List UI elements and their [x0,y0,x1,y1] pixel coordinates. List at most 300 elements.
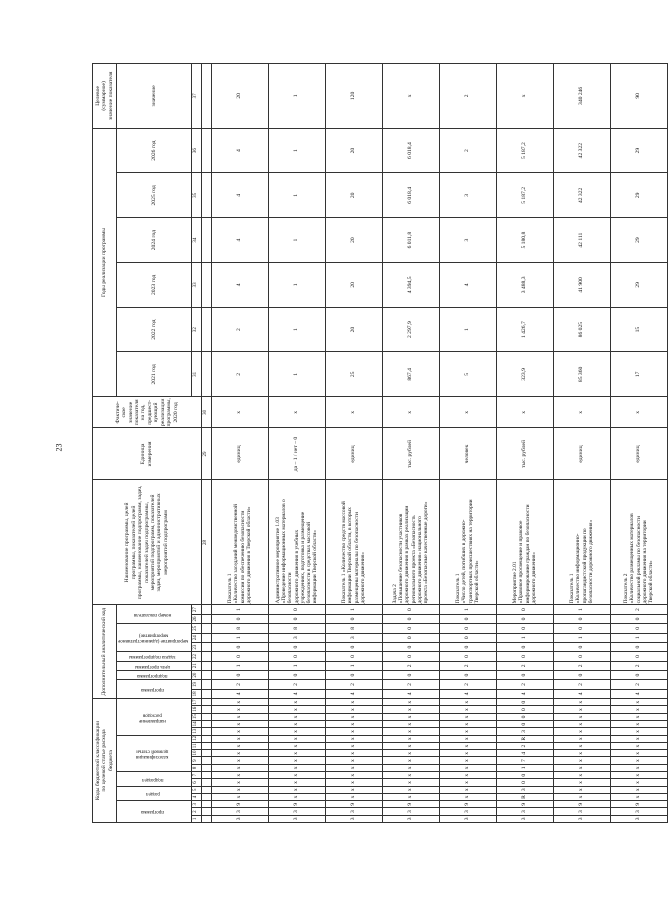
blank-cell [201,352,211,397]
year-value-cell: 29 [610,218,667,263]
blank-cell [201,263,211,308]
fact-cell: х [268,397,325,428]
year-value-cell: 323,9 [496,352,553,397]
year-value-cell: 15 [610,307,667,352]
code-digit-cell: 0 [610,624,667,633]
column-number: 3 [191,801,201,808]
column-number: 37 [191,64,201,129]
code-digit-cell: 0 [553,670,610,679]
code-digit-cell: х [325,764,382,771]
total-value-cell: х [496,64,553,129]
code-digit-cell: 2 [439,680,496,689]
code-digit-cell: 1 [325,661,382,670]
year-value-cell: 2 [211,307,268,352]
code-digit-cell: 0 [439,670,496,679]
column-number: 23 [191,642,201,651]
code-digit-cell: х [439,764,496,771]
unit-column-header: Единица измерения [93,428,202,480]
year-value-cell: 20 [325,307,382,352]
year-value-cell: 4 [439,263,496,308]
code-digit-cell: х [610,713,667,720]
year-value-cell: 41 900 [553,263,610,308]
year-value-cell: 1 [268,128,325,173]
code-digit-cell: 0 [268,614,325,623]
code-digit-cell: 4 [325,689,382,698]
code-digit-cell: 0 [211,614,268,623]
code-digit-cell: х [553,786,610,793]
code-digit-cell: 8 [325,624,382,633]
row-name-cell: Показатель 1 «Количество заседаний межведомственной комиссии по обеспечению безопасности дорожного движения в Тверской области» [211,480,268,605]
fact-cell: х [325,397,382,428]
code-digit-cell: х [610,728,667,735]
code-digit-cell: х [439,721,496,728]
code-digit-cell: 0 [610,652,667,661]
code-digit-cell: 0 [382,642,439,651]
column-number: 24 [191,633,201,642]
code-digit-cell: 3 [553,815,610,822]
code-digit-cell: х [325,742,382,749]
code-digit-cell: х [268,793,325,800]
blank-cell [201,808,211,815]
column-number: 8 [191,764,201,771]
year-value-cell: 1 [268,173,325,218]
column-number: 21 [191,661,201,670]
code-digit-cell: 0 [610,614,667,623]
code-digit-cell: 1 [268,661,325,670]
code-digit-cell: 0 [496,652,553,661]
blank-cell [201,713,211,720]
column-number: 30 [201,397,211,428]
code-digit-cell: 9 [553,801,610,808]
year-value-cell: 4 [211,263,268,308]
code-digit-cell: х [439,713,496,720]
blank-cell [201,670,211,679]
code-digit-cell: х [382,713,439,720]
column-number: 27 [191,605,201,614]
code-digit-cell: х [325,793,382,800]
fact-cell: х [382,397,439,428]
code-digit-cell: 0 [496,670,553,679]
year-header: 2021 год [117,352,192,397]
code-digit-cell: 3 [268,808,325,815]
code-digit-cell: 4 [610,689,667,698]
blank-cell [201,614,211,623]
code-digit-cell: х [211,793,268,800]
column-number: 35 [191,173,201,218]
fact-cell: х [496,397,553,428]
code-digit-cell: х [610,786,667,793]
year-value-cell: 20 [325,218,382,263]
code-digit-cell: 1 [496,633,553,642]
code-digit-cell: х [382,793,439,800]
code-digit-cell: х [382,699,439,706]
code-digit-cell: 0 [211,652,268,661]
column-number: 11 [191,742,201,749]
year-value-cell: 17 [610,352,667,397]
code-digit-cell: 0 [382,670,439,679]
code-digit-cell: х [610,735,667,742]
column-number: 1 [191,815,201,822]
year-value-cell: 4 [211,173,268,218]
blank-cell [201,642,211,651]
additional-code-header: Дополнительный аналитический код [93,605,117,699]
year-value-cell: 2 [211,352,268,397]
blank-cell [201,128,211,173]
code-digit-cell: х [553,757,610,764]
code-digit-cell: 0 [439,624,496,633]
year-value-cell: 5 [439,352,496,397]
code-digit-cell: х [382,706,439,713]
code-digit-cell: 0 [211,670,268,679]
code-digit-cell: х [325,728,382,735]
code-digit-cell: 2 [439,661,496,670]
year-value-cell: 6 018,4 [382,128,439,173]
code-digit-cell: х [610,772,667,779]
code-digit-cell: 1 [211,661,268,670]
code-digit-cell: 0 [496,614,553,623]
total-value-cell: 90 [610,64,667,129]
blank-cell [201,633,211,642]
year-value-cell: 2 [439,128,496,173]
column-number: 29 [201,428,211,480]
year-value-cell: 42 111 [553,218,610,263]
table-row [268,64,325,823]
blank-cell [201,793,211,800]
code-digit-cell: 0 [439,652,496,661]
blank-cell [201,218,211,263]
year-header: 2023 год [117,263,192,308]
code-digit-cell: 0 [325,670,382,679]
code-digit-cell: х [610,706,667,713]
code-digit-cell: 0 [553,614,610,623]
total-value-header: значение [117,64,192,129]
year-header: 2025 год [117,173,192,218]
year-header: 2026 год [117,128,192,173]
code-digit-cell: 0 [325,652,382,661]
code-digit-cell: х [268,728,325,735]
code-digit-cell: х [268,699,325,706]
total-value-cell: х [382,64,439,129]
code-digit-cell: 2 [610,605,667,614]
code-digit-cell: х [553,793,610,800]
code-digit-cell: 0 [325,642,382,651]
code-digit-cell: 9 [496,801,553,808]
code-digit-cell: 8 [268,624,325,633]
code-digit-cell: 3 [496,786,553,793]
code-digit-cell: 0 [268,670,325,679]
code-digit-cell: 3 [496,815,553,822]
program-table [92,63,668,823]
code-digit-cell: 0 [211,642,268,651]
code-digit-cell: х [610,699,667,706]
column-number: 18 [191,689,201,698]
blank-cell [201,815,211,822]
blank-cell [201,605,211,614]
blank-cell [201,699,211,706]
code-digit-cell: х [553,713,610,720]
row-name-cell: Административное мероприятие 1.03 «Проведение информационных материалов о безопасности дорожного движения в учебных учреждениях, подготовка и размещение безопасности в средствах массовой информации Тверской области» [268,480,325,605]
table-row [325,64,382,823]
code-digit-cell: 0 [382,624,439,633]
row-name-cell: Показатель 2 «Количество размещенных материалов социальной рекламы по безопасности дорожного движения на территории Тверской области» [610,480,667,605]
code-digit-cell: 1 [553,605,610,614]
column-number: 20 [191,670,201,679]
table-body [201,64,667,823]
column-number: 10 [191,750,201,757]
code-digit-cell: х [382,721,439,728]
code-digit-cell: х [553,764,610,771]
column-number: 36 [191,128,201,173]
code-digit-cell: х [211,786,268,793]
code-digit-cell: х [553,706,610,713]
code-digit-cell: х [211,699,268,706]
year-value-cell: 25 [325,352,382,397]
unit-cell: единиц [325,428,382,480]
code-digit-cell: 1 [211,633,268,642]
code-digit-cell: 0 [496,713,553,720]
code-digit-cell: 9 [268,801,325,808]
code-digit-cell: 3 [439,808,496,815]
code-digit-cell: 3 [439,815,496,822]
column-number: 26 [191,614,201,623]
code-digit-cell: 2 [325,680,382,689]
blank-cell [201,786,211,793]
code-digit-cell: 2 [496,661,553,670]
code-digit-cell: 7 [496,757,553,764]
code-digit-cell: х [268,757,325,764]
year-value-cell: 6 011,8 [382,218,439,263]
code-digit-cell: 3 [496,808,553,815]
code-digit-cell: х [553,772,610,779]
code-digit-cell: 2 [553,680,610,689]
year-value-cell: 4 [211,218,268,263]
table-row [211,64,268,823]
code-digit-cell: х [610,779,667,786]
year-value-cell: 867,4 [382,352,439,397]
blank-cell [201,680,211,689]
code-digit-cell: 3 [268,633,325,642]
code-sub-subsection: подраздел [117,772,192,787]
code-digit-cell: 4 [496,689,553,698]
code-digit-cell: х [211,713,268,720]
code-digit-cell: 3 [496,728,553,735]
year-value-cell: 29 [610,173,667,218]
year-value-cell: 6 018,4 [382,173,439,218]
column-number: 6 [191,779,201,786]
code-digit-cell: 3 [325,633,382,642]
code-digit-cell: х [439,786,496,793]
blank-cell [201,742,211,749]
code-digit-cell: 2 [382,680,439,689]
code-digit-cell: х [610,757,667,764]
code-digit-cell: х [439,735,496,742]
code-digit-cell: 2 [610,680,667,689]
code-digit-cell: х [439,779,496,786]
code-digit-cell: х [325,713,382,720]
column-number: 31 [191,352,201,397]
blank-cell [201,173,211,218]
code-digit-cell: 2 [496,680,553,689]
code-digit-cell: 4 [553,689,610,698]
column-number: 28 [201,480,211,605]
code-digit-cell: х [382,735,439,742]
column-number: 16 [191,706,201,713]
code-digit-cell: 1 [325,605,382,614]
total-value-cell: 1 [268,64,325,129]
column-number: 22 [191,652,201,661]
code-digit-cell: х [553,735,610,742]
code-digit-cell: х [211,735,268,742]
year-value-cell: 3 [439,218,496,263]
code-digit-cell: х [325,779,382,786]
code-digit-cell: х [382,728,439,735]
code-digit-cell: 3 [325,815,382,822]
year-value-cell: 5 187,2 [496,128,553,173]
unit-cell: единиц [211,428,268,480]
code-digit-cell: х [439,772,496,779]
code-digit-cell: 0 [382,633,439,642]
blank-cell [201,624,211,633]
code-sub-program: программа [117,801,192,823]
blank-cell [201,721,211,728]
unit-cell: да – 1 / нет – 0 [268,428,325,480]
blank-cell [201,307,211,352]
code-digit-cell: х [610,721,667,728]
table-row [610,64,667,823]
code-digit-cell: 0 [325,614,382,623]
add-sub-indicator-number: номер показателя [117,605,192,624]
fact-column-header: Фактиче- ское значение показателя на год, предшест- вующий реализации программы, 2020 год [93,397,202,428]
code-digit-cell: 9 [211,801,268,808]
year-value-cell: 42 322 [553,128,610,173]
code-digit-cell: 0 [439,642,496,651]
code-digit-cell: х [382,786,439,793]
code-digit-cell: х [553,779,610,786]
code-digit-cell: 9 [382,801,439,808]
code-digit-cell: 0 [268,605,325,614]
year-value-cell: 2 297,9 [382,307,439,352]
code-digit-cell: R [496,793,553,800]
code-digit-cell: 3 [382,808,439,815]
code-digit-cell: 3 [268,815,325,822]
blank-cell [201,779,211,786]
code-digit-cell: 0 [496,642,553,651]
code-digit-cell: х [211,772,268,779]
code-digit-cell: 2 [553,661,610,670]
code-digit-cell: х [439,699,496,706]
code-digit-cell: х [439,793,496,800]
year-value-cell: 42 322 [553,173,610,218]
code-digit-cell: 3 [211,815,268,822]
code-digit-cell: х [382,764,439,771]
column-number: 33 [191,263,201,308]
code-digit-cell: х [268,742,325,749]
code-digit-cell: х [268,735,325,742]
blank-cell [201,764,211,771]
year-value-cell: 85 360 [553,352,610,397]
fact-cell: х [553,397,610,428]
code-digit-cell: 0 [496,779,553,786]
year-value-cell: 3 [439,173,496,218]
code-digit-cell: R [496,735,553,742]
code-digit-cell: 0 [610,670,667,679]
code-digit-cell: 0 [496,721,553,728]
code-digit-cell: 2 [211,680,268,689]
year-value-cell: 1 [268,307,325,352]
year-value-cell: 29 [610,128,667,173]
total-value-cell: 120 [325,64,382,129]
column-number-row-extra [201,64,211,823]
code-digit-cell: х [439,728,496,735]
row-name-cell: Мероприятие 2.01 «Правовое просвещение и правовое информирование граждан по безопасности дорожного движения» [496,480,553,605]
code-digit-cell: х [211,721,268,728]
code-digit-cell: х [325,699,382,706]
year-value-cell: 20 [325,173,382,218]
code-digit-cell: 2 [268,680,325,689]
code-digit-cell: 4 [211,689,268,698]
code-digit-cell: х [268,764,325,771]
code-digit-cell: 3 [382,815,439,822]
blank-cell [201,64,211,129]
blank-cell [201,706,211,713]
year-value-cell: 1 [268,352,325,397]
code-digit-cell: 2 [496,742,553,749]
code-digit-cell: х [268,750,325,757]
table-header [93,64,202,823]
code-digit-cell: х [553,742,610,749]
code-digit-cell: 0 [496,699,553,706]
code-digit-cell: х [553,750,610,757]
add-sub-program: программа [117,680,192,699]
code-digit-cell: 3 [211,808,268,815]
column-number: 15 [191,713,201,720]
code-digit-cell: х [211,750,268,757]
column-number: 13 [191,728,201,735]
code-digit-cell: х [382,772,439,779]
year-value-cell: 1 426,7 [496,307,553,352]
column-number: 34 [191,218,201,263]
code-digit-cell: 0 [496,624,553,633]
add-sub-task: задача подпрограммы [117,652,192,661]
code-digit-cell: х [268,706,325,713]
page-number: 23 [54,443,64,452]
code-digit-cell: 0 [553,624,610,633]
code-digit-cell: 3 [325,808,382,815]
code-digit-cell: х [382,742,439,749]
code-digit-cell: 0 [496,772,553,779]
code-digit-cell: х [211,764,268,771]
code-digit-cell: х [553,699,610,706]
add-sub-subprogram: подпрограмма [117,670,192,679]
total-value-cell: 340 246 [553,64,610,129]
code-digit-cell: 4 [496,750,553,757]
year-value-cell: 1 [439,307,496,352]
year-value-cell: 20 [325,263,382,308]
code-digit-cell: 1 [439,605,496,614]
code-digit-cell: х [439,742,496,749]
year-value-cell: 86 025 [553,307,610,352]
total-group-header: Целевое (суммарное) значение показателя [93,64,117,129]
code-digit-cell: х [268,713,325,720]
unit-cell: тыс. рублей [496,428,553,480]
code-digit-cell: х [268,779,325,786]
code-digit-cell: 0 [610,642,667,651]
code-digit-cell: х [553,728,610,735]
row-name-cell: Показатель 1 «Количество информационно- пропагандистской продукции по безопасности дорожного движения» [553,480,610,605]
blank-cell [201,801,211,808]
table-row [553,64,610,823]
column-number: 2 [191,808,201,815]
